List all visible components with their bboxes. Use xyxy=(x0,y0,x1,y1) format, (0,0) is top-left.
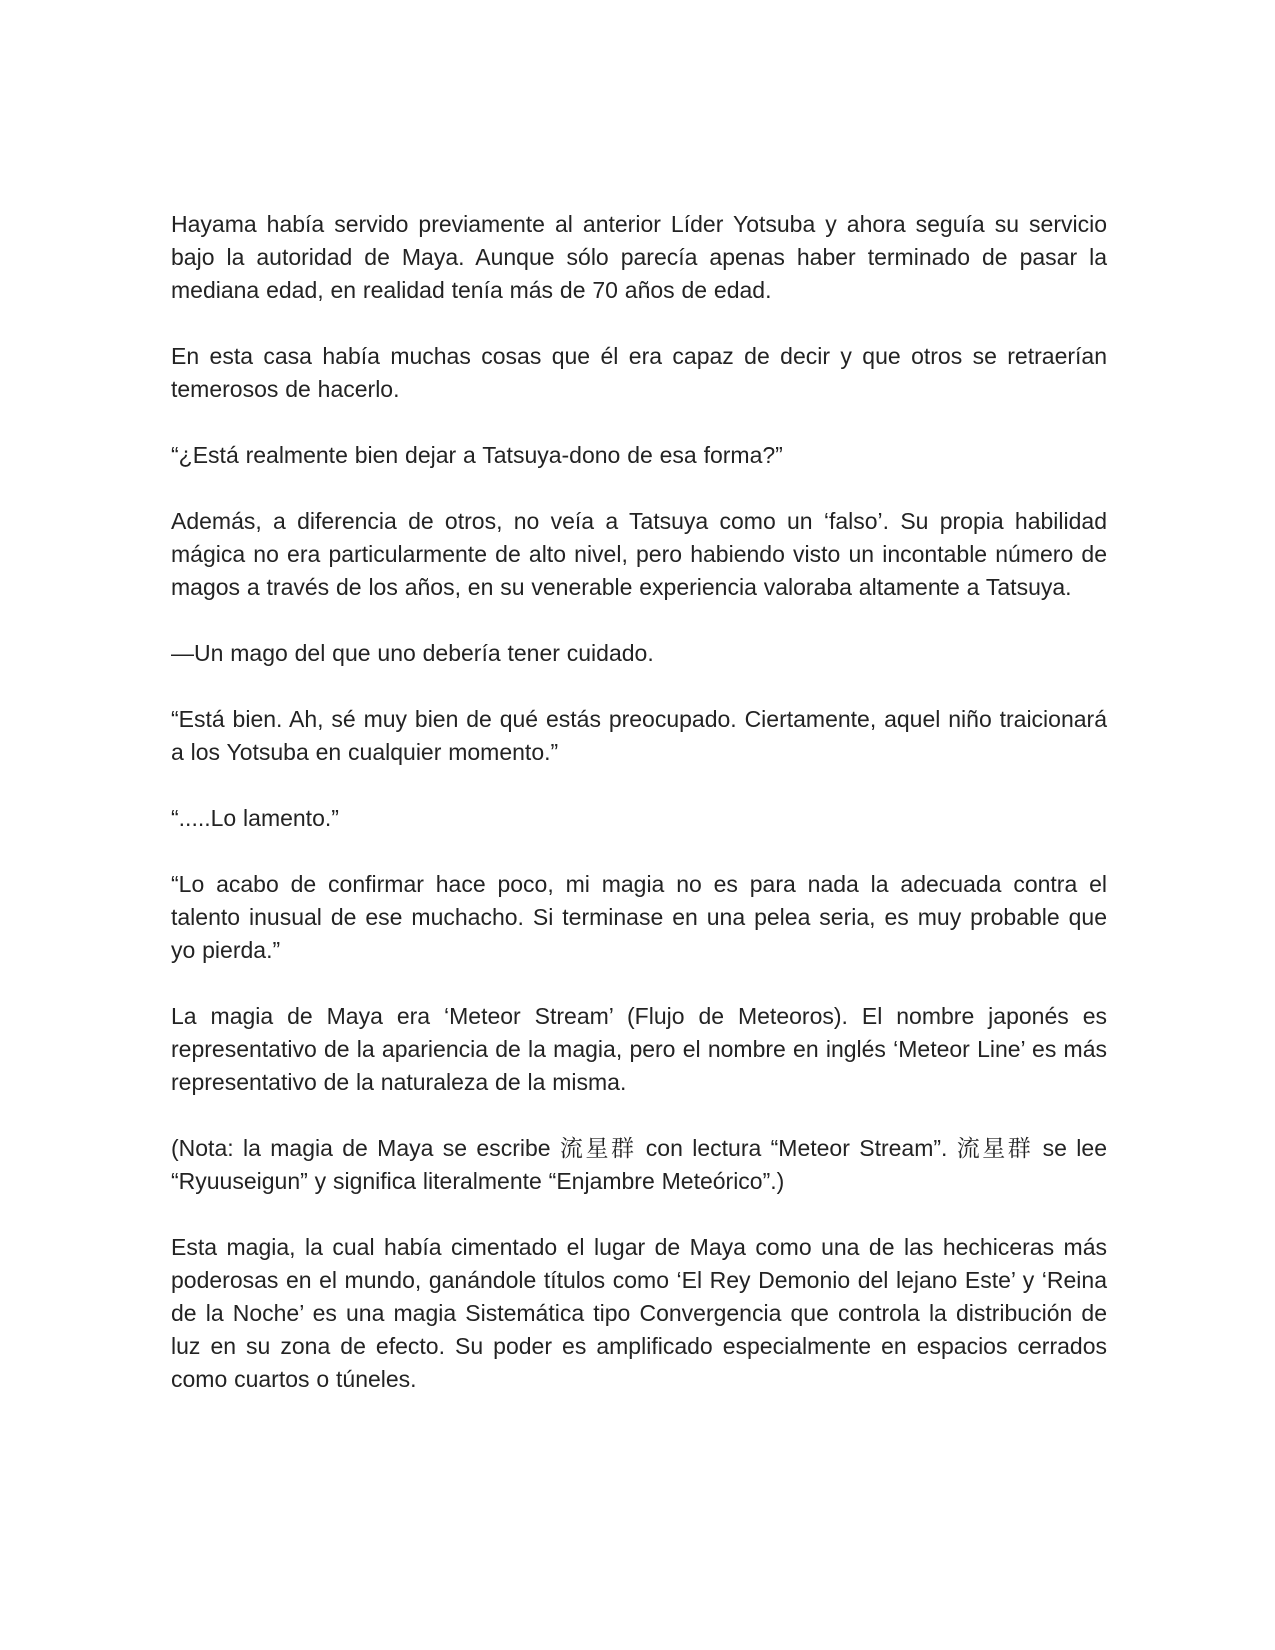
paragraph-translator-note: (Nota: la magia de Maya se escribe 流星群 con lectura “Meteor Stream”. 流星群 se lee “Ryuuseigun” y significa literalmente “Enjambre Meteórico”.) xyxy=(171,1135,1107,1194)
paragraph-ademas: Además, a diferencia de otros, no veía a Tatsuya como un ‘falso’. Su propia habilidad mágica no era particularmente de alto nivel, pero habiendo visto un incontable número de magos a través de los años, en su venerable experiencia valoraba altamente a Tatsuya. xyxy=(171,508,1107,600)
paragraph-esta-magia: Esta magia, la cual había cimentado el lugar de Maya como una de las hechiceras más poderosas en el mundo, ganándole títulos como ‘El Rey Demonio del lejano Este’ y ‘Reina de la Noche’ es una magia Sistemática tipo Convergencia que controla la distribución de luz en su zona de efecto. Su poder es amplificado especialmente en espacios cerrados como cuartos o túneles. xyxy=(171,1234,1107,1392)
paragraph-dialogue-confirmar: “Lo acabo de confirmar hace poco, mi magia no es para nada la adecuada contra el talento inusual de ese muchacho. Si terminase en una pelea seria, es muy probable que yo pierda.” xyxy=(171,871,1107,963)
paragraph-en-esta-casa: En esta casa había muchas cosas que él era capaz de decir y que otros se retraerían temerosos de hacerlo. xyxy=(171,343,1107,402)
paragraph-dialogue-question: “¿Está realmente bien dejar a Tatsuya-dono de esa forma?” xyxy=(171,442,783,468)
paragraph-hayama-intro: Hayama había servido previamente al anterior Líder Yotsuba y ahora seguía su servicio bajo la autoridad de Maya. Aunque sólo parecía apenas haber terminado de pasar la mediana edad, en realidad tenía más de 70 años de edad. xyxy=(171,211,1107,303)
paragraph-dialogue-esta-bien: “Está bien. Ah, sé muy bien de qué estás preocupado. Ciertamente, aquel niño traicionará a los Yotsuba en cualquier momento.” xyxy=(171,706,1107,765)
paragraph-em-dash-thought: —Un mago del que uno debería tener cuidado. xyxy=(171,640,654,666)
paragraph-dialogue-lo-lamento: “.....Lo lamento.” xyxy=(171,805,339,831)
paragraph-meteor-stream: La magia de Maya era ‘Meteor Stream’ (Flujo de Meteoros). El nombre japonés es representativo de la apariencia de la magia, pero el nombre en inglés ‘Meteor Line’ es más representativo de la naturaleza de la misma. xyxy=(171,1003,1107,1095)
